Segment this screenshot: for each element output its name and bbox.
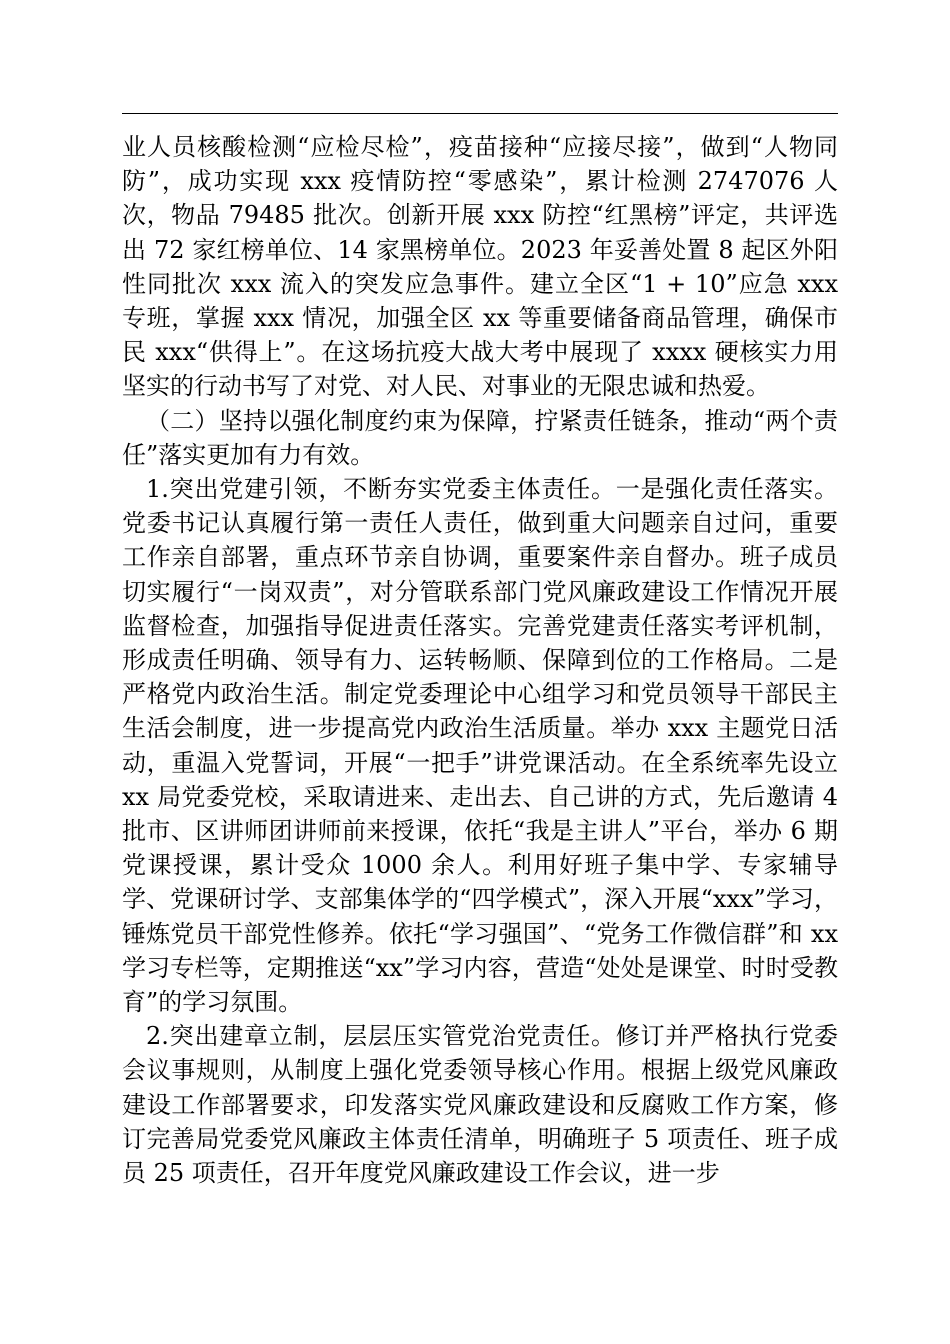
document-body xyxy=(122,130,838,1190)
paragraph-item-2: 2.突出建章立制，层层压实管党治党责任。修订并严格执行党委会议事规则，从制度上强化党委领导核心作用。根据上级党风廉政建设工作部署要求，印发落实党风廉政建设和反腐败工作方案，修订完善局党委党风廉政主体责任清单，明确班子 5 项责任、班子成员 25 项责任，召开年度党风廉政建设工作会议，进一步 xyxy=(122,1022,838,1188)
header-rule xyxy=(122,113,838,114)
paragraph-continuation: 业人员核酸检测“应检尽检”，疫苗接种“应接尽接”，做到“人物同防”，成功实现 xxx 疫情防控“零感染”，累计检测 2747076 人次，物品 79485 批次。创新开展 xxx 防控“红黑榜”评定，共评选出 72 家红榜单位、14 家黑榜单位。2023 年妥善处置 8 起区外阳性同批次 xxx 流入的突发应急事件。建立全区“1 + 10”应急 xxx 专班，掌握 xxx 情况，加强全区 xx 等重要储备商品管理，确保市民 xxx“供得上”。在这场抗疫大战大考中展现了 xxxx 硬核实力用坚实的行动书写了对党、对人民、对事业的无限忠诚和热爱。 xyxy=(122,133,838,401)
section-heading: （二）坚持以强化制度约束为保障，拧紧责任链条，推动“两个责任”落实更加有力有效。 xyxy=(122,406,838,469)
paragraph-item-1: 1.突出党建引领，不断夯实党委主体责任。一是强化责任落实。党委书记认真履行第一责任人责任，做到重大问题亲自过问，重要工作亲自部署，重点环节亲自协调，重要案件亲自督办。班子成员切实履行“一岗双责”，对分管联系部门党风廉政建设工作情况开展监督检查，加强指导促进责任落实。完善党建责任落实考评机制，形成责任明确、领导有力、运转畅顺、保障到位的工作格局。二是严格党内政治生活。制定党委理论中心组学习和党员领导干部民主生活会制度，进一步提高党内政治生活质量。举办 xxx 主题党日活动，重温入党誓词，开展“一把手”讲党课活动。在全系统率先设立 xx 局党委党校，采取请进来、走出去、自己讲的方式，先后邀请 4 批市、区讲师团讲师前来授课，依托“我是主讲人”平台，举办 6 期党课授课，累计受众 1000 余人。利用好班子集中学、专家辅导学、党课研讨学、支部集体学的“四学模式”，深入开展“xxx”学习，锤炼党员干部党性修养。依托“学习强国”、“党务工作微信群”和 xx 学习专栏等，定期推送“xx”学习内容，营造“处处是课堂、时时受教育”的学习氛围。 xyxy=(122,475,838,1017)
